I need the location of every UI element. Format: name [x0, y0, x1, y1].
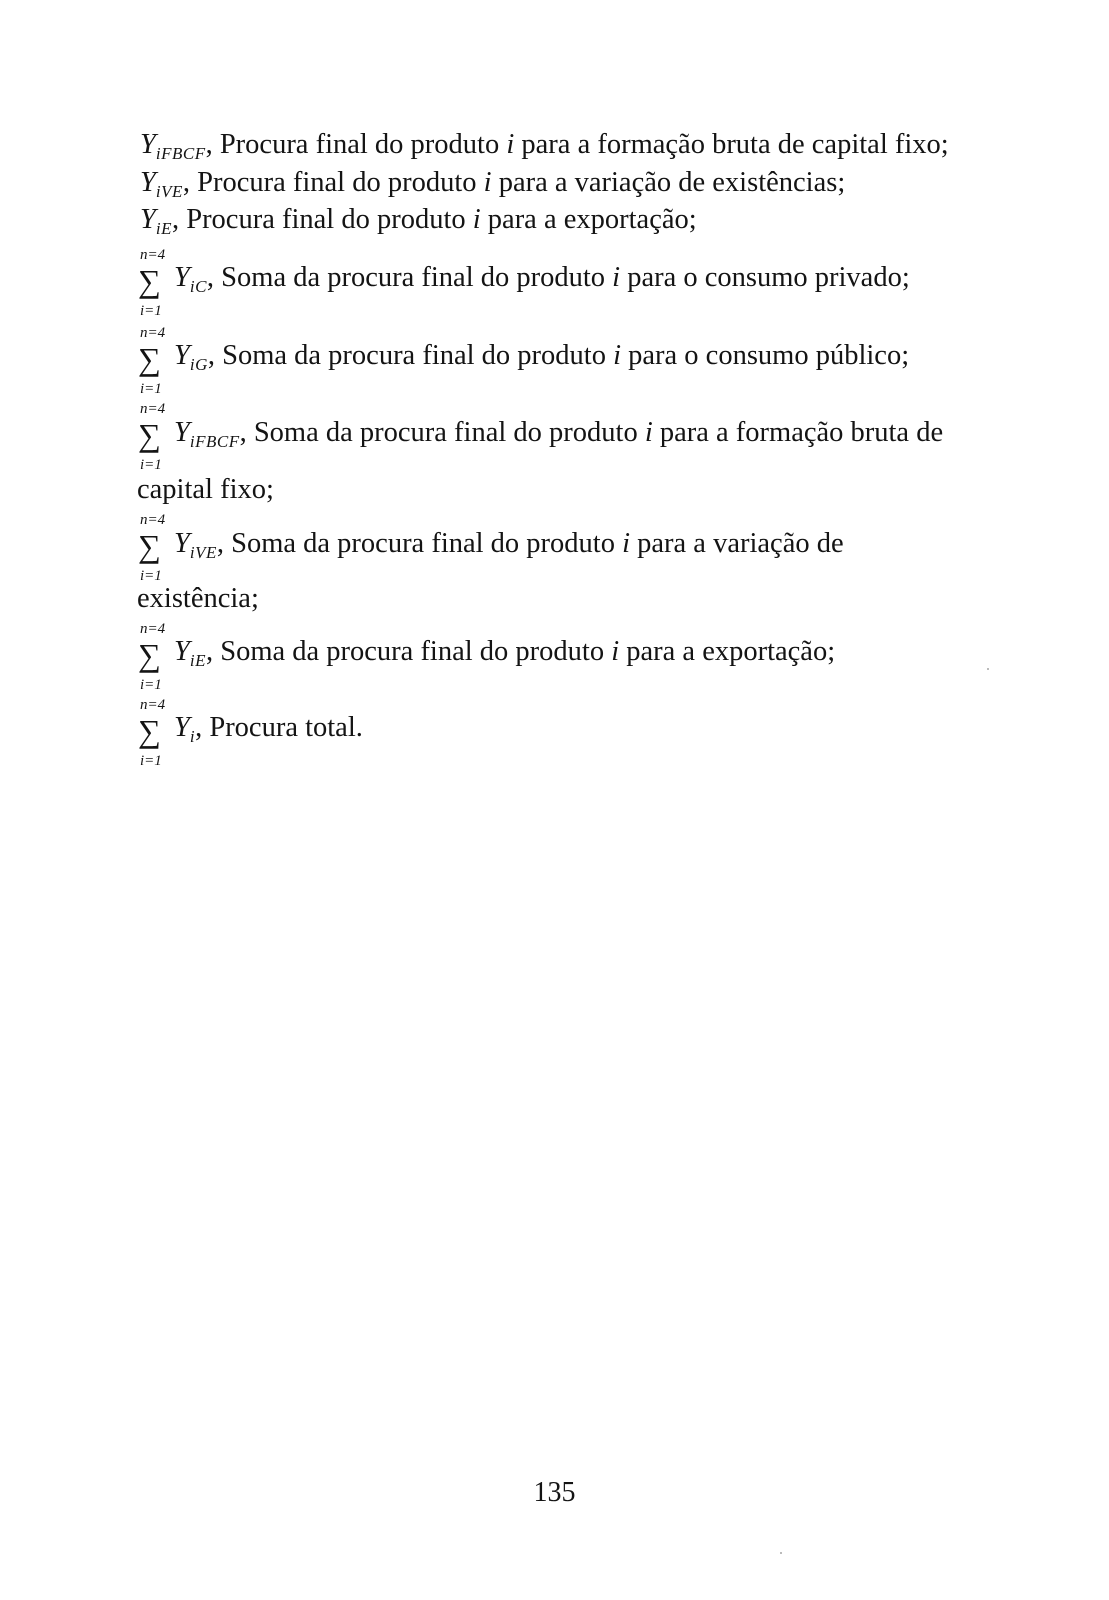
sigma-sign: ∑: [138, 341, 161, 377]
definition-text: para a variação de existências;: [491, 167, 846, 198]
variable-subscript: iVE: [189, 543, 217, 562]
sum-lower-limit: i=1: [140, 568, 162, 584]
sum-upper-limit: n=4: [140, 697, 166, 713]
index-i: i: [644, 417, 653, 448]
sum-definition-line-yive: [174, 527, 1014, 564]
sigma-sign: ∑: [138, 637, 161, 673]
definition-text: , Procura final do produto: [171, 204, 473, 235]
definition-text: para a exportação;: [619, 636, 836, 667]
index-i: i: [612, 262, 621, 293]
index-i: i: [622, 528, 631, 559]
scan-speck: [780, 1552, 782, 1554]
variable-subscript: iFBCF: [155, 144, 206, 163]
definition-text: para o consumo privado;: [620, 262, 910, 293]
sum-lower-limit: i=1: [140, 457, 162, 473]
definition-text: para o consumo público;: [621, 340, 910, 371]
sum-definition-line-yic: [174, 261, 1014, 298]
index-i: i: [483, 167, 492, 198]
definition-line-yive: [140, 166, 1020, 203]
variable-subscript: iC: [189, 277, 207, 296]
sum-upper-limit: n=4: [140, 512, 166, 528]
variable-subscript: iVE: [155, 182, 183, 201]
definition-line-yie: [140, 203, 1020, 240]
definition-text: , Procura total.: [195, 712, 363, 743]
variable-y: Y: [174, 340, 190, 371]
page-number: 135: [533, 1477, 576, 1508]
index-i: i: [506, 129, 515, 160]
sum-definition-line-yie: [174, 635, 1014, 672]
sum-upper-limit: n=4: [140, 325, 166, 341]
sum-definition-line-yig: [174, 339, 1014, 376]
definition-text: para a exportação;: [480, 204, 697, 235]
definition-text: , Soma da procura final do produto: [205, 636, 612, 667]
variable-y: Y: [174, 417, 190, 448]
sum-definition-line-yi: [174, 711, 1014, 748]
variable-y: Y: [174, 636, 190, 667]
variable-subscript: iE: [189, 651, 206, 670]
variable-y: Y: [140, 204, 156, 235]
variable-subscript: iG: [189, 355, 208, 374]
index-i: i: [613, 340, 622, 371]
definition-text: , Soma da procura final do produto: [239, 417, 645, 448]
sum-lower-limit: i=1: [140, 381, 162, 397]
definition-text: para a variação de: [630, 528, 844, 559]
index-i: i: [611, 636, 620, 667]
variable-subscript: i: [189, 727, 196, 746]
sum-upper-limit: n=4: [140, 621, 166, 637]
sum-lower-limit: i=1: [140, 753, 162, 769]
sum-definition-line-yifbcf: [174, 416, 1014, 453]
scan-speck: [987, 668, 989, 670]
definition-text: , Procura final do produto: [205, 129, 507, 160]
sum-upper-limit: n=4: [140, 247, 166, 263]
definition-text: , Soma da procura final do produto: [207, 340, 614, 371]
variable-y: Y: [174, 262, 190, 293]
index-i: i: [472, 204, 481, 235]
sigma-sign: ∑: [138, 528, 161, 564]
definition-text: , Soma da procura final do produto: [216, 528, 623, 559]
definition-text: , Procura final do produto: [182, 167, 484, 198]
sigma-sign: ∑: [138, 713, 161, 749]
definition-text: para a formação bruta de capital fixo;: [514, 129, 949, 160]
variable-y: Y: [174, 712, 190, 743]
variable-subscript: iFBCF: [189, 432, 240, 451]
continued-text: existência;: [137, 583, 259, 614]
continued-text: capital fixo;: [137, 474, 274, 505]
sum-lower-limit: i=1: [140, 303, 162, 319]
sum-upper-limit: n=4: [140, 401, 166, 417]
sum-lower-limit: i=1: [140, 677, 162, 693]
variable-y: Y: [174, 528, 190, 559]
definition-line-yifbcf: [140, 128, 1020, 165]
variable-y: Y: [140, 167, 156, 198]
sigma-sign: ∑: [138, 417, 161, 453]
variable-y: Y: [140, 129, 156, 160]
definition-text: para a formação bruta de: [652, 417, 944, 448]
sigma-sign: ∑: [138, 263, 161, 299]
definition-text: , Soma da procura final do produto: [206, 262, 613, 293]
variable-subscript: iE: [155, 219, 172, 238]
